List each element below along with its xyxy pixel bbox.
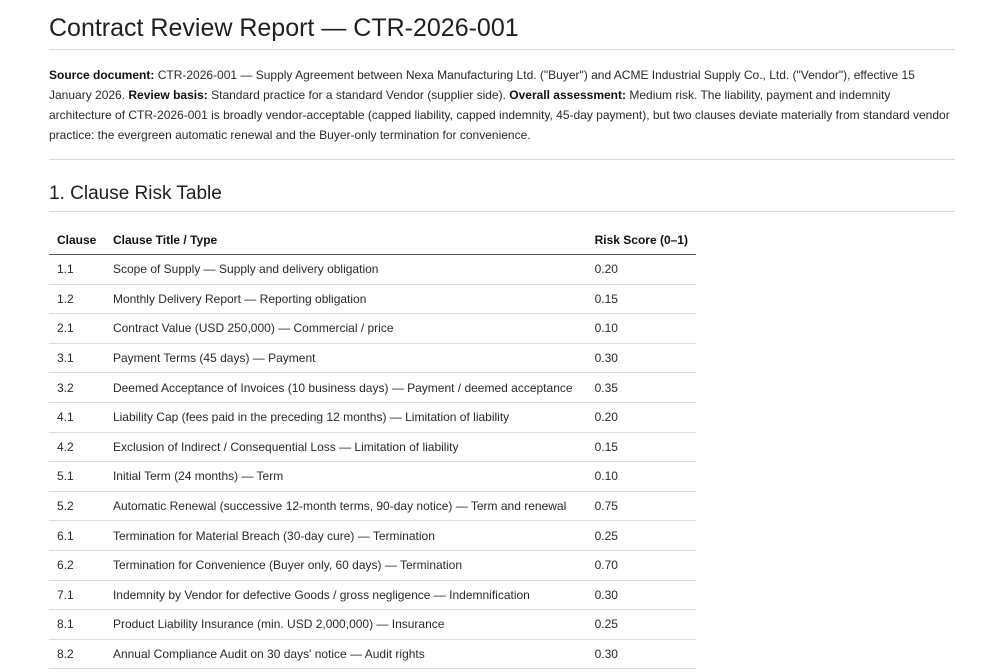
risk-score-cell: 0.30 [587, 343, 696, 373]
table-row [49, 373, 696, 403]
clause-cell: 8.1 [49, 610, 105, 640]
table-header-row [49, 226, 696, 255]
clause-title-cell: Indemnity by Vendor for defective Goods / gross negligence — Indemnification [105, 580, 587, 610]
clause-cell: 3.2 [49, 373, 105, 403]
clause-title-cell: Liability Cap (fees paid in the preceding 12 months) — Limitation of liability [105, 402, 587, 432]
risk-score-cell: 0.20 [587, 255, 696, 285]
risk-score-cell: 0.15 [587, 284, 696, 314]
clause-title-cell: Exclusion of Indirect / Consequential Loss — Limitation of liability [105, 432, 587, 462]
table-row [49, 462, 696, 492]
page-title: Contract Review Report — CTR-2026-001 [49, 0, 955, 50]
clause-title-cell: Automatic Renewal (successive 12-month terms, 90-day notice) — Term and renewal [105, 491, 587, 521]
clause-cell: 3.1 [49, 343, 105, 373]
clause-title-cell: Annual Compliance Audit on 30 days' notice — Audit rights [105, 639, 587, 669]
risk-score-cell: 0.30 [587, 580, 696, 610]
table-body [49, 255, 696, 669]
clause-title-cell: Scope of Supply — Supply and delivery obligation [105, 255, 587, 285]
assessment-text: Medium risk. The liability, payment and indemnity architecture of CTR-2026-001 is broadly vendor-acceptable (capped liability, capped indemnity, 45-day payment), but two clauses deviate materially from standard vendor practice: the evergreen automatic renewal and the Buyer-only termination for convenience. [49, 88, 950, 142]
clause-cell: 4.2 [49, 432, 105, 462]
clause-risk-table [49, 226, 696, 669]
clause-cell: 6.2 [49, 550, 105, 580]
risk-score-cell: 0.30 [587, 639, 696, 669]
table-row [49, 610, 696, 640]
report-page [49, 0, 955, 669]
table-row [49, 550, 696, 580]
risk-score-cell: 0.35 [587, 373, 696, 403]
report-summary [49, 65, 955, 160]
table-row [49, 402, 696, 432]
clause-cell: 7.1 [49, 580, 105, 610]
clause-cell: 5.1 [49, 462, 105, 492]
table-row [49, 491, 696, 521]
risk-score-cell: 0.15 [587, 432, 696, 462]
basis-label: Review basis: [128, 88, 208, 102]
clause-title-cell: Contract Value (USD 250,000) — Commercial / price [105, 314, 587, 344]
clause-cell: 8.2 [49, 639, 105, 669]
risk-score-cell: 0.70 [587, 550, 696, 580]
clause-title-cell: Initial Term (24 months) — Term [105, 462, 587, 492]
clause-cell: 5.2 [49, 491, 105, 521]
risk-score-cell: 0.10 [587, 462, 696, 492]
table-row [49, 639, 696, 669]
clause-title-cell: Termination for Material Breach (30-day cure) — Termination [105, 521, 587, 551]
table-row [49, 521, 696, 551]
risk-score-cell: 0.10 [587, 314, 696, 344]
clause-cell: 1.2 [49, 284, 105, 314]
table-row [49, 284, 696, 314]
risk-score-cell: 0.75 [587, 491, 696, 521]
section-title: 1. Clause Risk Table [49, 182, 955, 212]
assessment-label: Overall assessment: [509, 88, 627, 102]
column-header-score: Risk Score (0–1) [587, 226, 696, 255]
table-row [49, 343, 696, 373]
table-row [49, 432, 696, 462]
clause-title-cell: Deemed Acceptance of Invoices (10 business days) — Payment / deemed acceptance [105, 373, 587, 403]
source-label: Source document: [49, 68, 155, 82]
column-header-title: Clause Title / Type [105, 226, 587, 255]
clause-title-cell: Payment Terms (45 days) — Payment [105, 343, 587, 373]
clause-title-cell: Termination for Convenience (Buyer only, 60 days) — Termination [105, 550, 587, 580]
column-header-clause: Clause [49, 226, 105, 255]
clause-cell: 2.1 [49, 314, 105, 344]
risk-score-cell: 0.25 [587, 521, 696, 551]
clause-cell: 1.1 [49, 255, 105, 285]
clause-title-cell: Monthly Delivery Report — Reporting obligation [105, 284, 587, 314]
table-row [49, 314, 696, 344]
clause-cell: 4.1 [49, 402, 105, 432]
clause-cell: 6.1 [49, 521, 105, 551]
risk-score-cell: 0.20 [587, 402, 696, 432]
basis-text: Standard practice for a standard Vendor (supplier side). [207, 88, 510, 102]
clause-title-cell: Product Liability Insurance (min. USD 2,000,000) — Insurance [105, 610, 587, 640]
table-row [49, 255, 696, 285]
table-row [49, 580, 696, 610]
risk-score-cell: 0.25 [587, 610, 696, 640]
source-text: CTR-2026-001 — Supply Agreement between Nexa Manufacturing Ltd. ("Buyer") and ACME Industrial Supply Co., Ltd. ("Vendor"), effective 15 January 2026. [49, 68, 915, 102]
